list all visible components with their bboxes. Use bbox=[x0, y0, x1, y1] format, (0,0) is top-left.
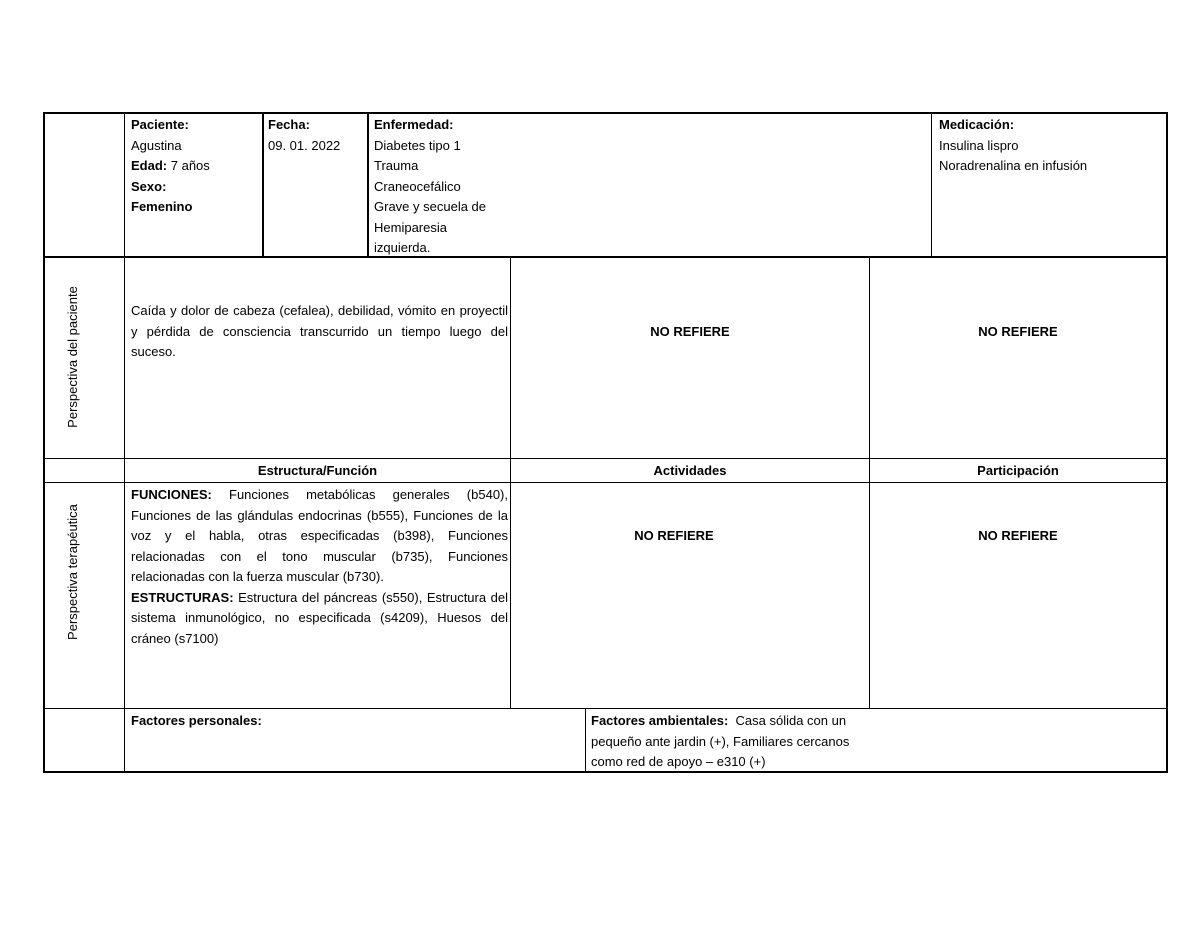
table-border-right bbox=[1166, 112, 1168, 773]
patient-label: Paciente: bbox=[131, 117, 189, 132]
therapeutic-perspective-label: Perspectiva terapéutica bbox=[65, 504, 80, 640]
disease-label: Enfermedad: bbox=[374, 117, 454, 132]
structures-text: Estructura del páncreas (s550), Estructura del sistema inmunológico, no especificada (s4209), Huesos del cráneo (s7100) bbox=[131, 589, 508, 646]
environmental-factors-label: Factores ambientales: bbox=[591, 713, 729, 728]
patient-name: Agustina bbox=[131, 137, 182, 153]
personal-factors-label: Factores personales: bbox=[131, 713, 262, 728]
medication-line: Insulina lispro bbox=[939, 137, 1019, 153]
therapeutic-structure-text bbox=[131, 485, 508, 649]
therapeutic-activities: NO REFIERE bbox=[634, 528, 714, 543]
disease-line: Grave y secuela de bbox=[374, 199, 487, 214]
patient-cell bbox=[131, 115, 259, 218]
therapeutic-participation: NO REFIERE bbox=[978, 528, 1058, 543]
functions-label: FUNCIONES: bbox=[131, 487, 212, 502]
patient-activities: NO REFIERE bbox=[650, 324, 730, 339]
sex-value: Femenino bbox=[131, 199, 193, 214]
date-label: Fecha: bbox=[268, 117, 310, 132]
age-value: 7 años bbox=[170, 158, 210, 173]
medication-cell bbox=[939, 115, 1159, 177]
sex-label: Sexo: bbox=[131, 178, 167, 194]
age-label: Edad: bbox=[131, 158, 168, 173]
functions-text: Funciones metabólicas generales (b540), Funciones de las glándulas endocrinas (b555), Funciones de la voz y el habla, otras especificadas (b398), Funciones relacionadas con el tono muscular (b735), Funciones relacionadas con la fuerza muscular (b730). bbox=[131, 487, 508, 584]
row-divider-columns bbox=[43, 458, 1168, 459]
col-divider-header-1 bbox=[262, 112, 264, 257]
col-divider-label bbox=[124, 112, 125, 773]
patient-participation: NO REFIERE bbox=[978, 324, 1058, 339]
table-border-left bbox=[43, 112, 45, 773]
patient-perspective-label: Perspectiva del paciente bbox=[65, 286, 80, 428]
patient-structure-text: Caída y dolor de cabeza (cefalea), debilidad, vómito en proyectil y pérdida de consciencia transcurrido un tiempo luego del suceso. bbox=[131, 303, 508, 359]
disease-line: Hemiparesia bbox=[374, 219, 447, 235]
disease-line: izquierda. bbox=[374, 240, 431, 255]
medication-line: Noradrenalina en infusión bbox=[939, 158, 1088, 173]
disease-cell bbox=[374, 115, 524, 259]
column-header-structure: Estructura/Función bbox=[257, 463, 378, 478]
col-divider-header-3 bbox=[931, 112, 932, 257]
row-divider-factors bbox=[43, 708, 1168, 709]
column-header-participation: Participación bbox=[977, 463, 1059, 478]
row-divider-therapeutic bbox=[43, 482, 1168, 483]
patient-age bbox=[131, 156, 259, 177]
medication-label: Medicación: bbox=[939, 117, 1015, 132]
structures-label: ESTRUCTURAS: bbox=[131, 589, 234, 605]
disease-line: Trauma bbox=[374, 158, 419, 173]
col-divider-factors bbox=[585, 708, 586, 772]
environmental-factors-cell bbox=[591, 711, 866, 773]
date-value: 09. 01. 2022 bbox=[268, 137, 341, 153]
environmental-factors-text: Casa sólida con un pequeño ante jardin (+), Familiares cercanos como red de apoyo – e310 (+) bbox=[591, 713, 853, 769]
table-border-top bbox=[43, 112, 1168, 114]
row-divider-header bbox=[43, 256, 1168, 258]
disease-line: Diabetes tipo 1 bbox=[374, 137, 461, 153]
column-header-activities: Actividades bbox=[653, 463, 727, 478]
date-cell bbox=[268, 115, 364, 156]
col-divider-header-2 bbox=[367, 112, 369, 257]
disease-line: Craneocefálico bbox=[374, 178, 461, 194]
